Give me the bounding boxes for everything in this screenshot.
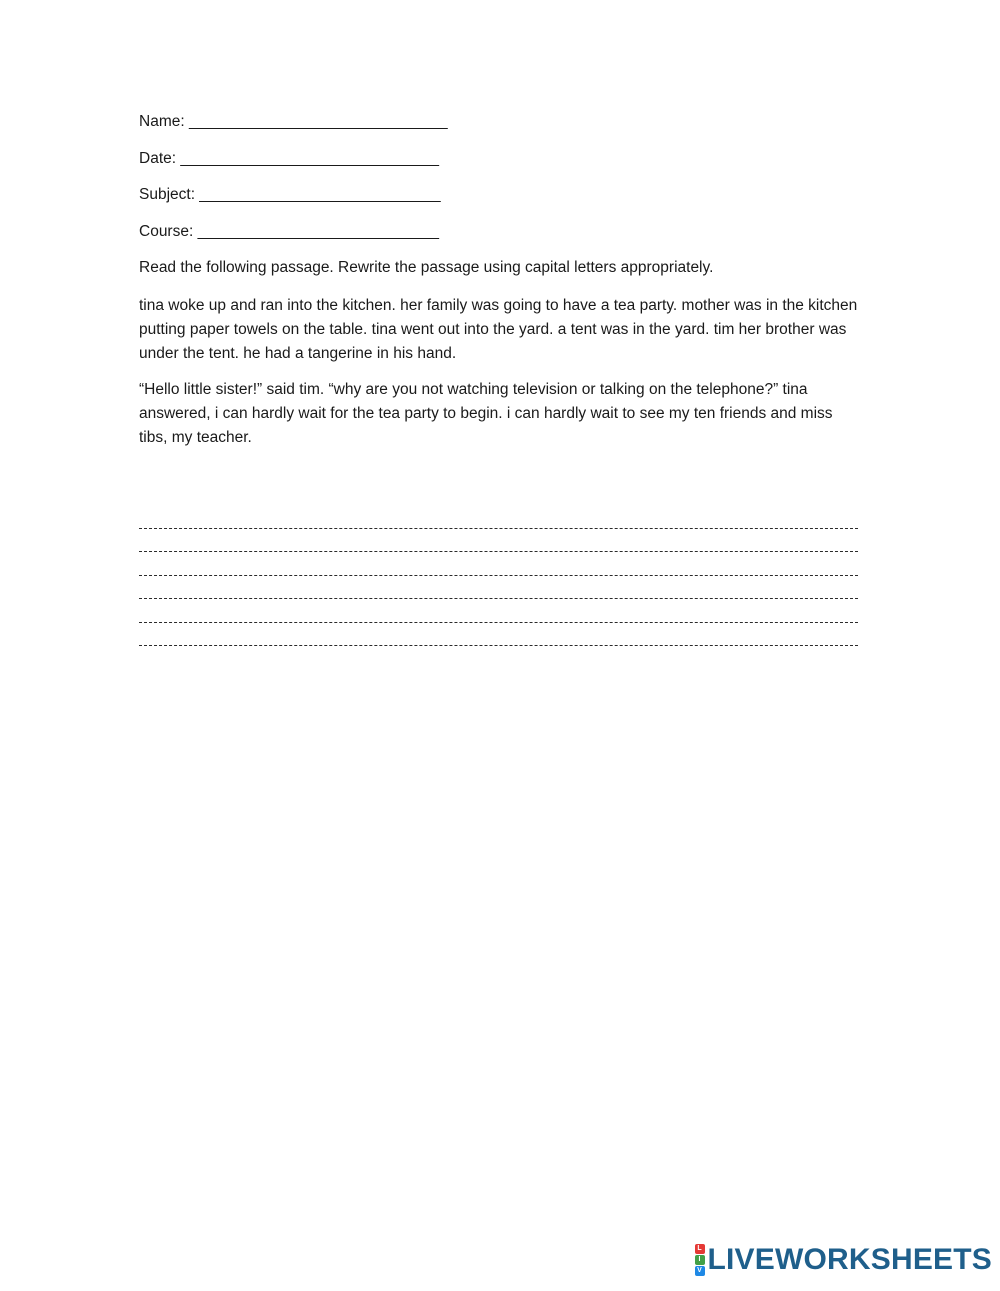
answer-area[interactable] (139, 505, 858, 646)
answer-line[interactable] (139, 576, 858, 600)
answer-line[interactable] (139, 599, 858, 623)
date-field[interactable]: Date: ______________________________ (139, 149, 439, 167)
brand-icon-tile: I (695, 1255, 705, 1265)
instruction-text: Read the following passage. Rewrite the passage using capital letters appropriately. (139, 259, 714, 276)
worksheet (139, 112, 861, 462)
brand-icon-tile: V (695, 1266, 705, 1276)
passage-paragraph-1: tina woke up and ran into the kitchen. her family was going to have a tea party. mother was in the kitchen putting paper towels on the table. tina went out into the yard. a tent was in the yard. tim her brother was under the tent. he had a tangerine in his hand. (139, 297, 858, 362)
subject-field[interactable]: Subject: ____________________________ (139, 186, 441, 203)
brand-icon-tile: L (695, 1244, 705, 1254)
name-field[interactable]: Name: ______________________________ (139, 113, 448, 130)
answer-line[interactable] (139, 529, 858, 553)
answer-line[interactable] (139, 505, 858, 529)
answer-line[interactable] (139, 552, 858, 576)
brand-name: LIVEWORKSHEETS (707, 1243, 992, 1276)
answer-line[interactable] (139, 623, 858, 647)
course-field[interactable]: Course: ____________________________ (139, 222, 439, 240)
liveworksheets-logo (695, 1243, 993, 1277)
liveworksheets-icon (695, 1244, 705, 1276)
passage-paragraph-2: “Hello little sister!” said tim. “why are you not watching television or talking on the telephone?” tina answered, i can hardly wait for the tea party to begin. i can hardly wait to see my ten friends and miss tibs, my teacher. (139, 381, 833, 446)
